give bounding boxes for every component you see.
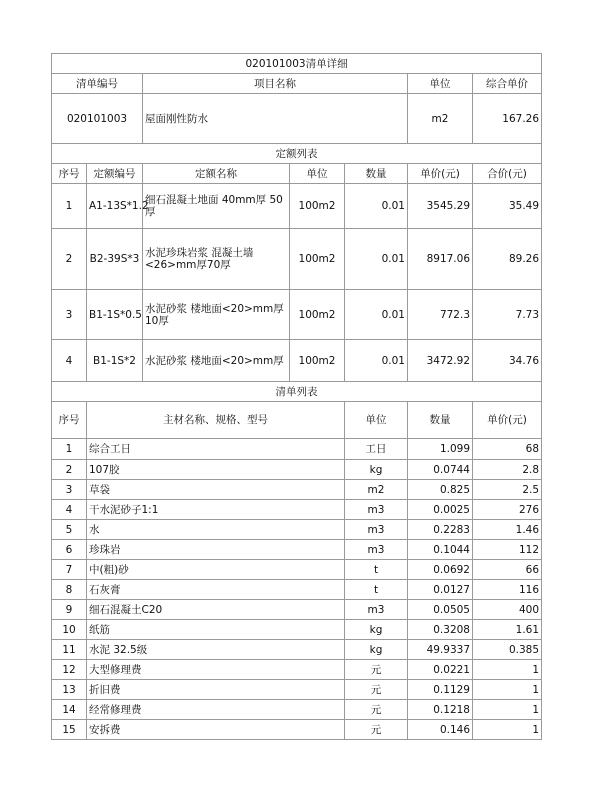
material-name: 水泥 32.5级 (87, 640, 345, 660)
unit-label: 单位 (408, 74, 473, 94)
code-label: 清单编号 (52, 74, 143, 94)
quota-row (52, 184, 542, 229)
row-number: 1 (52, 439, 87, 460)
material-unit: kg (345, 460, 408, 480)
column-header: 数量 (408, 402, 473, 439)
material-unit: 元 (345, 680, 408, 700)
quota-quantity: 0.01 (345, 340, 408, 382)
bill-code: 020101003 (52, 94, 143, 144)
material-unit: 元 (345, 700, 408, 720)
row-number: 3 (52, 290, 87, 340)
quota-name: 水泥砂浆 楼地面<20>mm厚 (143, 340, 290, 382)
material-row (52, 560, 542, 580)
material-unit: 工日 (345, 439, 408, 460)
price-label: 综合单价 (473, 74, 542, 94)
row-number: 4 (52, 340, 87, 382)
material-quantity: 0.146 (408, 720, 473, 740)
row-number: 8 (52, 580, 87, 600)
material-unit-price: 66 (473, 560, 542, 580)
quota-section-title: 定额列表 (52, 144, 542, 164)
material-unit-price: 1.61 (473, 620, 542, 640)
table-title: 020101003清单详细 (52, 54, 542, 74)
quota-quantity: 0.01 (345, 184, 408, 229)
material-quantity: 49.9337 (408, 640, 473, 660)
column-header: 序号 (52, 402, 87, 439)
quota-quantity: 0.01 (345, 229, 408, 290)
bill-name: 屋面刚性防水 (143, 94, 408, 144)
row-number: 6 (52, 540, 87, 560)
quota-quantity: 0.01 (345, 290, 408, 340)
bill-price: 167.26 (473, 94, 542, 144)
material-unit-price: 2.5 (473, 480, 542, 500)
material-unit-price: 2.8 (473, 460, 542, 480)
material-unit: m3 (345, 540, 408, 560)
row-number: 11 (52, 640, 87, 660)
material-name: 大型修理费 (87, 660, 345, 680)
material-name: 安拆费 (87, 720, 345, 740)
quota-code: B1-1S*0.5 (87, 290, 143, 340)
material-name: 珍珠岩 (87, 540, 345, 560)
row-number: 2 (52, 229, 87, 290)
material-unit-price: 112 (473, 540, 542, 560)
material-name: 石灰膏 (87, 580, 345, 600)
material-row (52, 600, 542, 620)
material-name: 折旧费 (87, 680, 345, 700)
material-row (52, 439, 542, 460)
material-unit-price: 1 (473, 660, 542, 680)
row-number: 7 (52, 560, 87, 580)
material-quantity: 0.0744 (408, 460, 473, 480)
quota-unit: 100m2 (290, 290, 345, 340)
row-number: 4 (52, 500, 87, 520)
material-unit: t (345, 560, 408, 580)
material-quantity: 0.2283 (408, 520, 473, 540)
quota-total: 89.26 (473, 229, 542, 290)
material-quantity: 0.1044 (408, 540, 473, 560)
material-unit-price: 116 (473, 580, 542, 600)
quota-header-row (52, 164, 542, 184)
column-header: 数量 (345, 164, 408, 184)
quota-total: 34.76 (473, 340, 542, 382)
material-quantity: 0.1218 (408, 700, 473, 720)
material-unit-price: 276 (473, 500, 542, 520)
quota-unit: 100m2 (290, 184, 345, 229)
material-row (52, 480, 542, 500)
quota-unit-price: 3472.92 (408, 340, 473, 382)
material-row (52, 640, 542, 660)
column-header: 主材名称、规格、型号 (87, 402, 345, 439)
material-unit-price: 1 (473, 720, 542, 740)
material-unit: m3 (345, 520, 408, 540)
material-row (52, 460, 542, 480)
column-header: 单价(元) (408, 164, 473, 184)
row-number: 13 (52, 680, 87, 700)
material-quantity: 0.0127 (408, 580, 473, 600)
material-unit: 元 (345, 660, 408, 680)
material-row (52, 700, 542, 720)
row-number: 15 (52, 720, 87, 740)
row-number: 9 (52, 600, 87, 620)
material-quantity: 0.0221 (408, 660, 473, 680)
quota-name: 细石混凝土地面 40mm厚 50厚 (143, 184, 290, 229)
quota-total: 7.73 (473, 290, 542, 340)
material-quantity: 0.0505 (408, 600, 473, 620)
row-number: 1 (52, 184, 87, 229)
material-name: 纸筋 (87, 620, 345, 640)
material-unit: m3 (345, 600, 408, 620)
material-row (52, 660, 542, 680)
material-unit-price: 1.46 (473, 520, 542, 540)
material-unit-price: 68 (473, 439, 542, 460)
material-name: 综合工日 (87, 439, 345, 460)
material-unit: m2 (345, 480, 408, 500)
row-number: 5 (52, 520, 87, 540)
quota-unit: 100m2 (290, 229, 345, 290)
material-row (52, 720, 542, 740)
material-quantity: 0.825 (408, 480, 473, 500)
quota-row (52, 229, 542, 290)
quota-name: 水泥珍珠岩浆 混凝土墙<26>mm厚70厚 (143, 229, 290, 290)
material-quantity: 1.099 (408, 439, 473, 460)
material-row (52, 580, 542, 600)
material-quantity: 0.3208 (408, 620, 473, 640)
row-number: 2 (52, 460, 87, 480)
column-header: 单价(元) (473, 402, 542, 439)
column-header: 合价(元) (473, 164, 542, 184)
quota-unit-price: 3545.29 (408, 184, 473, 229)
material-row (52, 500, 542, 520)
material-header-row (52, 402, 542, 439)
row-number: 12 (52, 660, 87, 680)
quota-code: B2-39S*3 (87, 229, 143, 290)
material-row (52, 620, 542, 640)
quota-code: B1-1S*2 (87, 340, 143, 382)
material-row (52, 520, 542, 540)
material-name: 中(粗)砂 (87, 560, 345, 580)
header-value-row (52, 94, 542, 144)
material-unit: t (345, 580, 408, 600)
quota-name: 水泥砂浆 楼地面<20>mm厚10厚 (143, 290, 290, 340)
quota-unit: 100m2 (290, 340, 345, 382)
material-rows (52, 439, 542, 740)
material-section-title: 清单列表 (52, 382, 542, 402)
material-quantity: 0.0692 (408, 560, 473, 580)
bill-unit: m2 (408, 94, 473, 144)
material-row (52, 680, 542, 700)
column-header: 定额名称 (143, 164, 290, 184)
material-unit-price: 0.385 (473, 640, 542, 660)
material-unit: m3 (345, 500, 408, 520)
column-header: 序号 (52, 164, 87, 184)
quota-row (52, 290, 542, 340)
material-name: 107胶 (87, 460, 345, 480)
row-number: 10 (52, 620, 87, 640)
quota-code: A1-13S*1.2 (87, 184, 143, 229)
material-name: 干水泥砂子1:1 (87, 500, 345, 520)
material-name: 草袋 (87, 480, 345, 500)
header-label-row (52, 74, 542, 94)
material-unit: kg (345, 620, 408, 640)
material-name: 经常修理费 (87, 700, 345, 720)
column-header: 单位 (290, 164, 345, 184)
column-header: 单位 (345, 402, 408, 439)
material-unit-price: 400 (473, 600, 542, 620)
material-name: 水 (87, 520, 345, 540)
name-label: 项目名称 (143, 74, 408, 94)
material-quantity: 0.1129 (408, 680, 473, 700)
column-header: 定额编号 (87, 164, 143, 184)
quota-unit-price: 772.3 (408, 290, 473, 340)
material-unit-price: 1 (473, 700, 542, 720)
quota-total: 35.49 (473, 184, 542, 229)
material-unit: kg (345, 640, 408, 660)
quota-row (52, 340, 542, 382)
material-row (52, 540, 542, 560)
material-quantity: 0.0025 (408, 500, 473, 520)
row-number: 3 (52, 480, 87, 500)
material-unit-price: 1 (473, 680, 542, 700)
material-name: 细石混凝土C20 (87, 600, 345, 620)
material-unit: 元 (345, 720, 408, 740)
quota-unit-price: 8917.06 (408, 229, 473, 290)
row-number: 14 (52, 700, 87, 720)
bill-detail-table (51, 53, 542, 740)
